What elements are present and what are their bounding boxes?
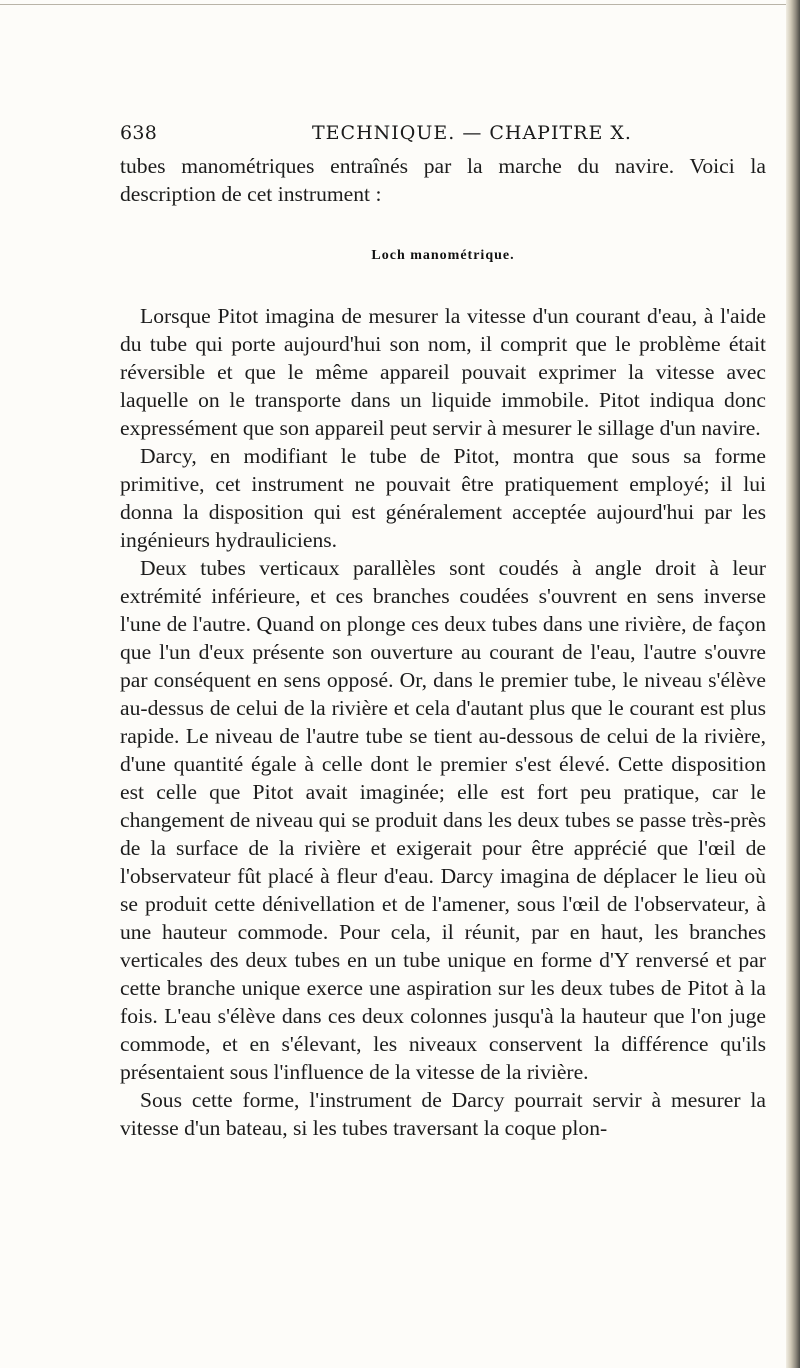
intro-paragraph: tubes manométriques entraînés par la marche du navire. Voici la description de cet instrument : [120, 154, 766, 206]
page-edge-shadow [786, 0, 800, 1368]
body-text [120, 152, 766, 1142]
top-edge-rule [0, 4, 800, 5]
running-title: TECHNIQUE. — CHAPITRE X. [312, 122, 632, 144]
paragraph-tubes: Deux tubes verticaux parallèles sont coudés à angle droit à leur extrémité inférieure, et ces branches coudées s'ouvrent en sens inverse l'une de l'autre. Quand on plonge ces deux tubes dans une rivière, de façon que l'un d'eux présente son ouverture au courant de l'eau, l'autre s'ouvre par conséquent en sens opposé. Or, dans le premier tube, le niveau s'élève au-dessus de celui de la rivière et cela d'autant plus que le courant est plus rapide. Le niveau de l'autre tube se tient au-dessous de celui de la rivière, d'une quantité égale à celle dont le premier s'est élevé. Cette disposition est celle que Pitot avait imaginée; elle est fort peu pratique, car le changement de niveau qui se produit dans les deux tubes se passe très-près de la surface de la rivière et exigerait pour être apprécié que l'œil de l'observateur fût placé à fleur d'eau. Darcy imagina de déplacer le lieu où se produit cette dénivellation et de l'amener, sous l'œil de l'observateur, à une hauteur commode. Pour cela, il réunit, par en haut, les branches verticales des deux tubes en un tube unique en forme d'Y renversé et par cette branche unique exerce une aspiration sur les deux tubes de Pitot à la fois. L'eau s'élève dans ces deux colonnes jusqu'à la hauteur que l'on juge commode, et en s'élevant, les niveaux conservent la différence qu'ils présentaient sous l'influence de la vitesse de la rivière. [120, 556, 766, 1084]
paragraph-conclusion: Sous cette forme, l'instrument de Darcy pourrait servir à mesurer la vitesse d'un bateau, si les tubes traversant la coque plon- [120, 1088, 766, 1140]
page-header [120, 122, 760, 152]
paragraph-pitot: Lorsque Pitot imagina de mesurer la vitesse d'un courant d'eau, à l'aide du tube qui porte aujourd'hui son nom, il comprit que le problème était réversible et que le même appareil pouvait exprimer la vitesse avec laquelle on le transporte dans un liquide immobile. Pitot indiqua donc expressément que son appareil peut servir à mesurer le sillage d'un navire. [120, 304, 766, 440]
section-heading: Loch manométrique. [371, 248, 515, 263]
paragraph-darcy: Darcy, en modifiant le tube de Pitot, montra que sous sa forme primitive, cet instrument ne pouvait être pratiquement employé; il lui donna la disposition qui est généralement acceptée aujourd'hui par les ingénieurs hydrauliciens. [120, 444, 766, 552]
page-number: 638 [120, 122, 158, 144]
